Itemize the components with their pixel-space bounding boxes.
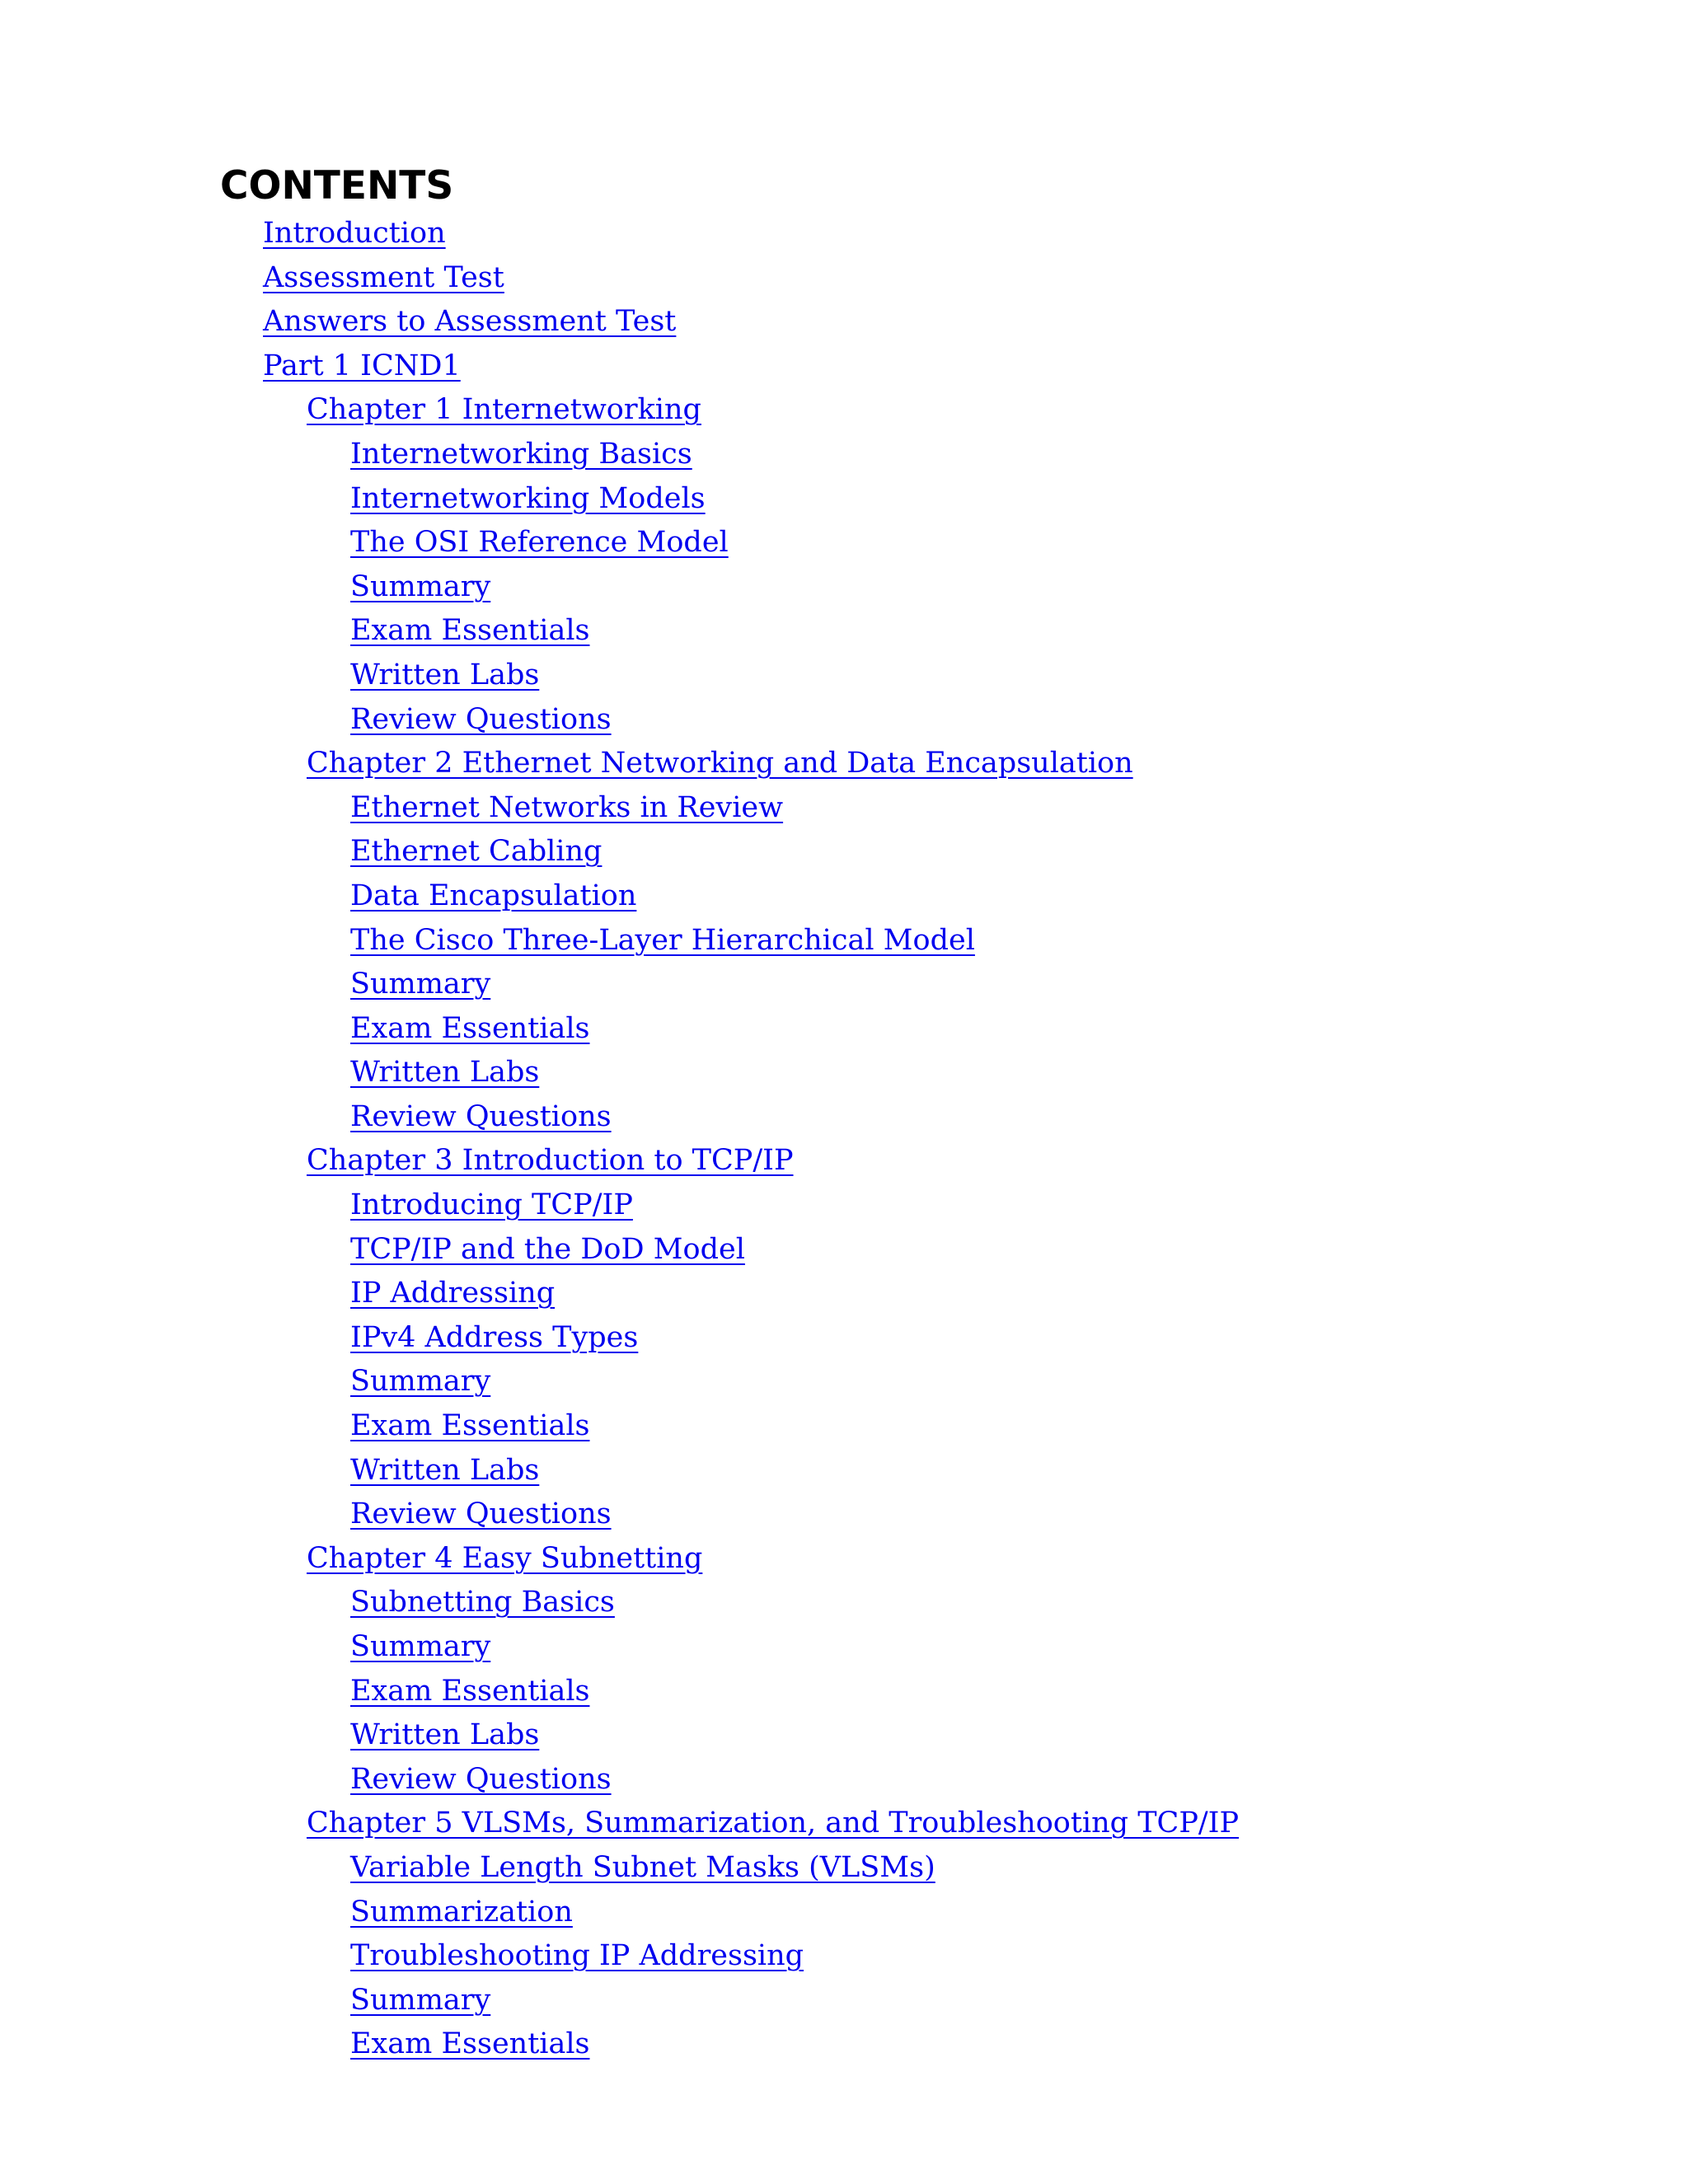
list-item — [0, 1581, 1688, 1625]
toc-link-section[interactable]: Review Questions — [350, 1497, 612, 1531]
list-item — [0, 477, 1688, 522]
toc-link-top[interactable]: Answers to Assessment Test — [263, 305, 677, 339]
toc-link-section[interactable]: Internetworking Models — [350, 481, 706, 515]
toc-link-section[interactable]: Summary — [350, 1983, 491, 2017]
toc-link-section[interactable]: Exam Essentials — [350, 1409, 590, 1443]
list-item — [0, 256, 1688, 301]
list-item — [0, 1051, 1688, 1095]
toc-link-chapter[interactable]: Chapter 3 Introduction to TCP/IP — [307, 1144, 794, 1178]
toc-link-top[interactable]: Introduction — [263, 217, 446, 250]
list-item — [0, 1272, 1688, 1316]
list-item — [0, 433, 1688, 477]
list-item — [0, 1625, 1688, 1670]
list-item — [0, 344, 1688, 389]
list-item — [0, 1183, 1688, 1228]
toc-link-section[interactable]: Troubleshooting IP Addressing — [350, 1939, 804, 1973]
toc-link-chapter[interactable]: Chapter 5 VLSMs, Summarization, and Troubleshooting TCP/IP — [307, 1807, 1240, 1840]
list-item — [0, 1007, 1688, 1052]
list-item — [0, 1802, 1688, 1846]
page-title: CONTENTS — [220, 163, 454, 209]
toc-link-section[interactable]: Written Labs — [350, 658, 540, 691]
toc-link-section[interactable]: Summarization — [350, 1895, 573, 1929]
list-item — [0, 1139, 1688, 1183]
toc-link-section[interactable]: Exam Essentials — [350, 2027, 590, 2061]
toc-link-section[interactable]: Exam Essentials — [350, 1011, 590, 1045]
list-item — [0, 609, 1688, 654]
toc-link-section[interactable]: Summary — [350, 569, 491, 603]
list-item — [0, 1891, 1688, 1935]
toc-link-chapter[interactable]: Chapter 1 Internetworking — [307, 393, 701, 427]
list-item — [0, 1537, 1688, 1582]
list-item — [0, 874, 1688, 919]
toc-link-section[interactable]: Summary — [350, 968, 491, 1001]
list-item — [0, 212, 1688, 256]
list-item — [0, 1228, 1688, 1272]
toc-link-section[interactable]: Internetworking Basics — [350, 437, 692, 471]
list-item — [0, 1449, 1688, 1493]
list-item — [0, 1404, 1688, 1449]
list-item — [0, 1846, 1688, 1891]
list-item — [0, 786, 1688, 831]
list-item — [0, 300, 1688, 344]
toc-link-section[interactable]: Introducing TCP/IP — [350, 1188, 633, 1222]
toc-link-section[interactable]: The OSI Reference Model — [350, 526, 729, 560]
toc-link-section[interactable]: The Cisco Three-Layer Hierarchical Model — [350, 923, 975, 957]
toc-link-section[interactable]: Ethernet Networks in Review — [350, 790, 784, 824]
list-item — [0, 1316, 1688, 1361]
toc-link-section[interactable]: Review Questions — [350, 1099, 612, 1133]
list-item — [0, 565, 1688, 610]
list-item — [0, 1934, 1688, 1979]
list-item — [0, 1493, 1688, 1537]
list-item — [0, 1758, 1688, 1802]
toc-link-section[interactable]: Variable Length Subnet Masks (VLSMs) — [350, 1850, 935, 1884]
toc-link-top[interactable]: Assessment Test — [263, 260, 504, 294]
list-item — [0, 2022, 1688, 2067]
list-item — [0, 1670, 1688, 1714]
toc-link-section[interactable]: Exam Essentials — [350, 614, 590, 648]
list-item — [0, 698, 1688, 743]
toc-link-section[interactable]: Ethernet Cabling — [350, 835, 603, 869]
toc-link-section[interactable]: Summary — [350, 1365, 491, 1399]
toc-link-section[interactable]: Review Questions — [350, 702, 612, 736]
list-item — [0, 919, 1688, 963]
list-item — [0, 742, 1688, 786]
toc-link-section[interactable]: Data Encapsulation — [350, 879, 637, 912]
toc-link-top[interactable]: Part 1 ICND1 — [263, 349, 461, 382]
toc-link-section[interactable]: IPv4 Address Types — [350, 1320, 639, 1354]
list-item — [0, 1095, 1688, 1140]
toc-link-section[interactable]: Review Questions — [350, 1762, 612, 1796]
toc-link-section[interactable]: Written Labs — [350, 1453, 540, 1487]
list-item — [0, 521, 1688, 565]
toc-link-section[interactable]: Subnetting Basics — [350, 1586, 615, 1619]
toc-link-chapter[interactable]: Chapter 4 Easy Subnetting — [307, 1541, 703, 1575]
list-item — [0, 830, 1688, 874]
list-item — [0, 1713, 1688, 1758]
list-item — [0, 1979, 1688, 2023]
toc-link-section[interactable]: Summary — [350, 1630, 491, 1663]
list-item — [0, 388, 1688, 433]
list-item — [0, 1360, 1688, 1404]
list-item — [0, 654, 1688, 698]
toc-link-section[interactable]: Written Labs — [350, 1056, 540, 1090]
toc-link-section[interactable]: IP Addressing — [350, 1277, 556, 1310]
toc-link-chapter[interactable]: Chapter 2 Ethernet Networking and Data Encapsulation — [307, 747, 1133, 780]
toc-link-section[interactable]: Exam Essentials — [350, 1674, 590, 1708]
table-of-contents — [0, 212, 1688, 2067]
list-item — [0, 963, 1688, 1007]
toc-link-section[interactable]: Written Labs — [350, 1718, 540, 1752]
toc-link-section[interactable]: TCP/IP and the DoD Model — [350, 1232, 745, 1266]
